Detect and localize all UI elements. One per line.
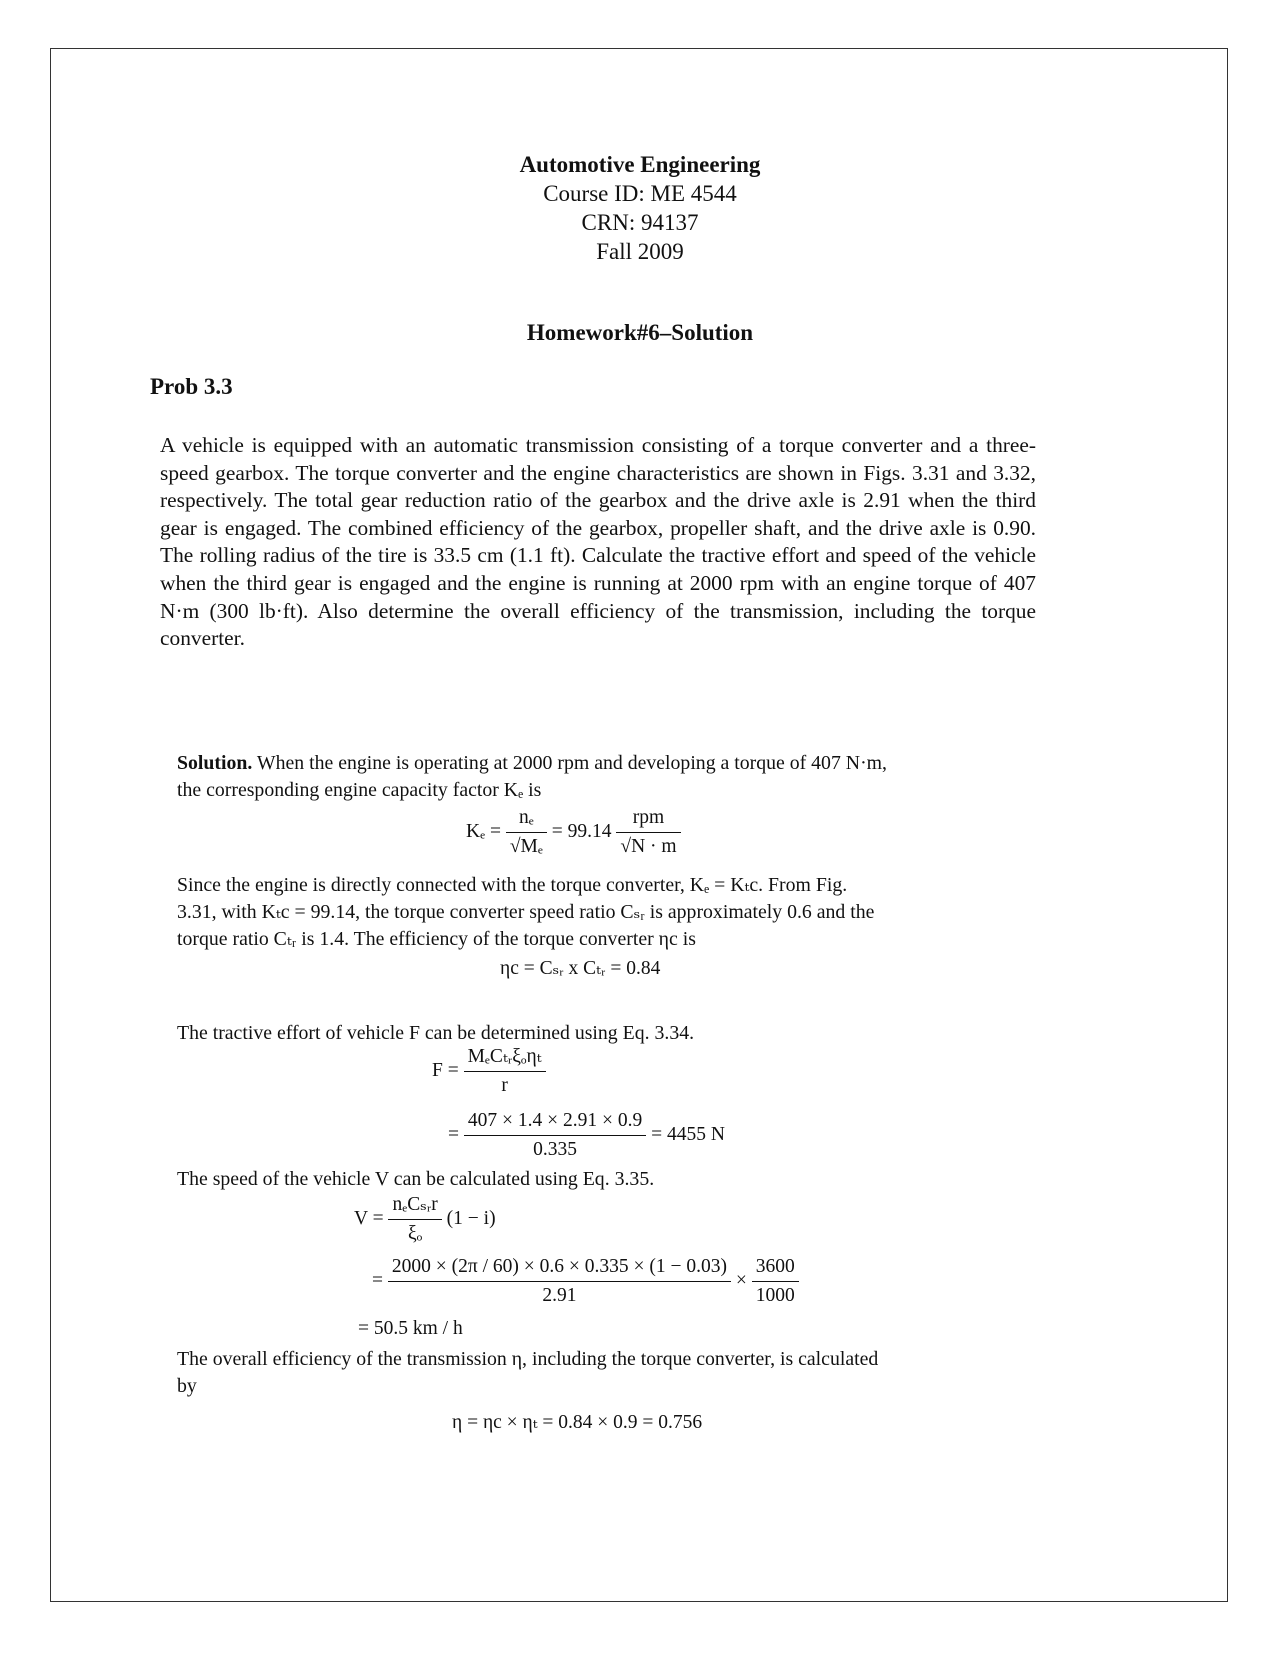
equation-v-numeric: [372, 1254, 799, 1309]
eq-f-equals: =: [448, 1123, 459, 1145]
solution-line-2: the corresponding engine capacity factor Kₑ is: [177, 779, 542, 801]
solution-line-4: 3.31, with Kₜc = 99.14, the torque converter speed ratio Cₛᵣ is approximately 0.6 and the: [177, 901, 875, 923]
solution-line-7: The speed of the vehicle V can be calculated using Eq. 3.35.: [177, 1168, 655, 1190]
eq-ke-unit-den: √N · m: [620, 836, 677, 857]
eq-f-den: r: [501, 1075, 508, 1096]
eq-ke-fraction: [506, 805, 547, 860]
eq-v-conversion: [752, 1254, 799, 1309]
eq-v-lhs: V =: [354, 1207, 384, 1229]
eq-f-lhs: F =: [432, 1059, 459, 1081]
eq-ke-value: = 99.14: [551, 820, 612, 842]
eq-v-conv-num: 3600: [752, 1254, 799, 1282]
eq-f-den2: 0.335: [533, 1139, 577, 1160]
solution-text-1: When the engine is operating at 2000 rpm and developing a torque of 407 N·m,: [256, 752, 887, 774]
solution-line-6: The tractive effort of vehicle F can be determined using Eq. 3.34.: [177, 1022, 695, 1044]
solution-line-5: torque ratio Cₜᵣ is 1.4. The efficiency of the torque converter ηc is: [177, 928, 696, 950]
equation-f-numeric: [448, 1108, 725, 1163]
eq-v-numeric-fraction: [388, 1254, 731, 1309]
eq-v-num2: 2000 × (2π / 60) × 0.6 × 0.335 × (1 − 0.03): [388, 1254, 731, 1282]
equation-v: [354, 1192, 496, 1247]
eq-v-fraction: [388, 1192, 441, 1247]
eq-ke-unit: [616, 805, 680, 860]
solution-line-1: [177, 750, 887, 776]
eq-v-den2: 2.91: [542, 1285, 577, 1306]
eq-f-num2: 407 × 1.4 × 2.91 × 0.9: [464, 1108, 646, 1136]
eq-f-numeric-fraction: [464, 1108, 646, 1163]
document-header: [0, 150, 1280, 266]
eq-v-equals: =: [372, 1269, 383, 1291]
eq-ke-lhs: Kₑ =: [466, 820, 501, 842]
course-title: Automotive Engineering: [519, 152, 761, 177]
eq-f-num: MₑCₜᵣξₒηₜ: [464, 1044, 546, 1072]
eq-ke-num: nₑ: [506, 805, 547, 833]
solution-label: Solution.: [177, 752, 253, 774]
crn: CRN: 94137: [581, 210, 699, 235]
equation-eta-c: ηc = Cₛᵣ x Cₜᵣ = 0.84: [500, 958, 661, 979]
course-id: Course ID: ME 4544: [543, 181, 737, 206]
solution-line-8: The overall efficiency of the transmission η, including the torque converter, is calculated: [177, 1348, 879, 1370]
homework-title: Homework#6–Solution: [526, 320, 754, 345]
eq-f-fraction: [464, 1044, 546, 1099]
eq-v-tail: (1 − i): [446, 1207, 496, 1229]
solution-line-9: by: [177, 1375, 197, 1397]
problem-statement: A vehicle is equipped with an automatic transmission consisting of a torque converter and a three-speed gearbox. The torque converter and the engine characteristics are shown in Figs. 3.31 and 3.32, respectively. The total gear reduction ratio of the gearbox and the drive axle is 2.91 when the third gear is engaged. The combined efficiency of the gearbox, propeller shaft, and the drive axle is 0.90. The rolling radius of the tire is 33.5 cm (1.1 ft). Calculate the tractive effort and speed of the vehicle when the third gear is engaged and the engine is running at 2000 rpm with an engine torque of 407 N·m (300 lb·ft). Also determine the overall efficiency of the transmission, including the torque converter.: [160, 433, 1036, 651]
eq-v-conv-den: 1000: [755, 1285, 795, 1306]
equation-f: [432, 1044, 546, 1099]
eq-v-times: ×: [735, 1269, 747, 1291]
equation-v-result: = 50.5 km / h: [358, 1318, 463, 1339]
problem-label: Prob 3.3: [150, 374, 233, 399]
equation-ke: [466, 805, 681, 860]
eq-ke-den: √Mₑ: [509, 836, 543, 857]
solution-line-3: Since the engine is directly connected with the torque converter, Kₑ = Kₜc. From Fig.: [177, 874, 848, 896]
term: Fall 2009: [596, 239, 684, 264]
eq-ke-unit-num: rpm: [616, 805, 680, 833]
equation-eta: η = ηc × ηₜ = 0.84 × 0.9 = 0.756: [452, 1412, 703, 1433]
eq-v-den: ξₒ: [407, 1223, 423, 1244]
eq-f-result: = 4455 N: [651, 1123, 725, 1145]
eq-v-num: nₑCₛᵣr: [388, 1192, 441, 1220]
